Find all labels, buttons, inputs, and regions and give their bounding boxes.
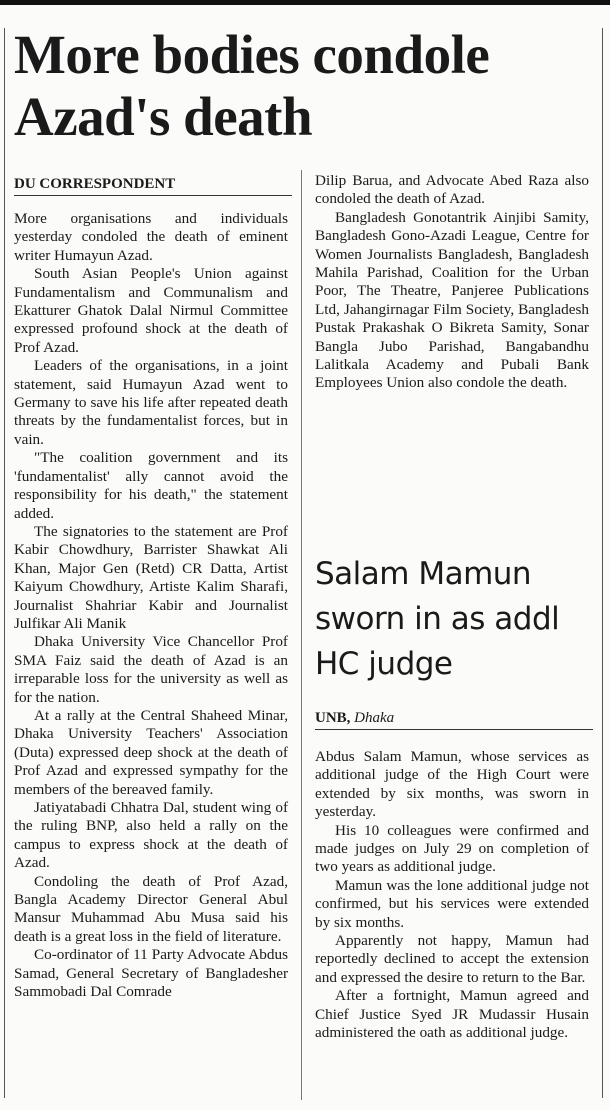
headline-azad-death: More bodies condole Azad's death [14, 24, 490, 147]
story2-column [315, 748, 589, 1043]
paragraph: Apparently not happy, Mamun had reportedly declined to accept the extension and expressed the desire to return to the Bar. [315, 932, 589, 986]
paragraph: Condoling the death of Prof Azad, Bangla Academy Director General Abul Mansur Muhammad Abu Musa said his death is a great loss in the field of literature. [14, 872, 288, 945]
paragraph: Dhaka University Vice Chancellor Prof SMA Faiz said the death of Azad is an irreparable loss for the university as well as for the nation. [14, 633, 288, 706]
paragraph: At a rally at the Central Shaheed Minar, Dhaka University Teachers' Association (Duta) expressed deep shock at the death of Prof Azad and expressed sympathy for the members of the bereaved family. [14, 706, 288, 798]
paragraph: Abdus Salam Mamun, whose services as additional judge of the High Court were extended by six months, was sworn in yesterday. [315, 748, 589, 821]
story1-column-1 [14, 210, 288, 1001]
paragraph: South Asian People's Union against Fundamentalism and Communalism and Ekatturer Ghatok Dalal Nirmul Committee expressed profound shock at the death of Prof Azad. [14, 265, 288, 356]
paragraph: Bangladesh Gonotantrik Ainjibi Samity, Bangladesh Gono-Azadi League, Centre for Women Journalists Bangladesh, Bangladesh Mahila Parishad, Coalition for the Urban Poor, The Theatre, Panjeree Publications Ltd, Jahangirnagar Film Society, Bangladesh Pustak Prakashak O Bikreta Samity, Sonar Bangla Jubo Parishad, Bangabandhu Lalitkala Academy and Pubali Bank Employees Union also condole the death. [315, 208, 589, 392]
byline-agency: UNB, [315, 710, 351, 726]
paragraph: The signatories to the statement are Prof Kabir Chowdhury, Barrister Shawkat Ali Khan, Major Gen (Retd) CR Datta, Artist Kaiyum Chowdhury, Artiste Kalim Sharafi, Journalist Shahriar Kabir and Journalist Julfikar Ali Manik [14, 522, 288, 632]
paragraph: After a fortnight, Mamun agreed and Chief Justice Syed JR Mudassir Husain administered the oath as additional judge. [315, 987, 589, 1042]
paragraph: Co-ordinator of 11 Party Advocate Abdus Samad, General Secretary of Bangladesher Sammobadi Dal Comrade [14, 946, 288, 1001]
byline-place: Dhaka [354, 710, 395, 726]
paragraph: His 10 colleagues were confirmed and made judges on July 29 on completion of two years as additional judge. [315, 821, 589, 876]
right-column-rule [602, 28, 603, 1098]
left-column-rule [4, 28, 5, 1098]
byline-du-correspondent: DU CORRESPONDENT [14, 176, 292, 196]
paragraph: Mamun was the lone additional judge not confirmed, but his services were extended by six months. [315, 876, 589, 931]
byline-unb-dhaka [315, 710, 593, 730]
story1-column-2 [315, 172, 589, 393]
column-divider [301, 170, 302, 1100]
paragraph: Leaders of the organisations, in a joint statement, said Humayun Azad went to Germany to save his life after repeated death threats by the fundamentalist forces, but in vain. [14, 357, 288, 448]
paragraph: Dilip Barua, and Advocate Abed Raza also condoled the death of Azad. [315, 172, 589, 208]
headline-salam-mamun: Salam Mamun sworn in as addl HC judge [315, 556, 560, 682]
paragraph: "The coalition government and its 'fundamentalist' ally cannot avoid the responsibility for his death," the statement added. [14, 449, 288, 522]
paragraph: Jatiyatabadi Chhatra Dal, student wing of the ruling BNP, also held a rally on the campus to express shock at the death of Azad. [14, 799, 288, 872]
top-rule [0, 0, 610, 5]
paragraph: More organisations and individuals yesterday condoled the death of eminent writer Humayun Azad. [14, 210, 288, 264]
